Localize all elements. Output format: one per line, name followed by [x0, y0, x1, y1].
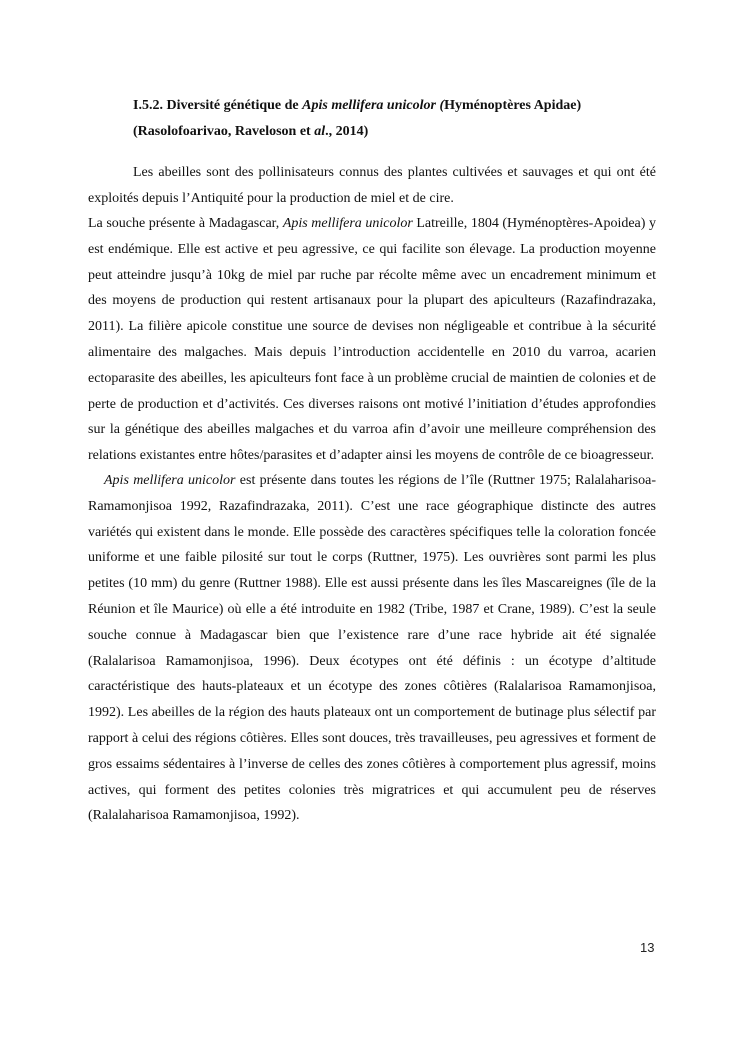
- paragraph-madagascar-strain: [88, 211, 656, 469]
- p3-species: Apis mellifera unicolor: [104, 473, 236, 488]
- p2-text-a: La souche présente à Madagascar,: [88, 216, 283, 231]
- section-number: I.5.2.: [133, 98, 163, 113]
- section-citation-part2: ., 2014): [325, 124, 369, 139]
- section-citation-al: al: [314, 124, 326, 139]
- p2-text-b: Latreille, 1804 (Hyménoptères-Apoidea) y est endémique. Elle est active et peu agressive, ce qui facilite son élevage. La production moyenne peut atteindre jusqu’à 10kg de miel par ruche par récolte même avec un encadrement minimum et des moyens de production qui restent artisanaux pour la plupart des apiculteurs (Razafindrazaka, 2011). La filière apicole constitue une source de devises non négligeable et contribue à la sécurité alimentaire des malgaches. Mais depuis l’introduction accidentelle en 2010 du varroa, acarien ectoparasite des abeilles, les apiculteurs font face à un problème crucial de maintien de colonies et de perte de production et d’activités. Ces diverses raisons ont motivé l’initiation d’études approfondies sur la génétique des abeilles malgaches et du varroa afin d’avoir une meilleure compréhension des relations existantes entre hôtes/parasites et d’adapter ainsi les moyens de contrôle de ce bioagresseur.: [88, 216, 656, 464]
- section-citation-part1: (Rasolofoarivao, Raveloson et: [133, 124, 315, 139]
- page-number: 13: [640, 940, 655, 955]
- section-title-part3: Hyménoptères Apidae): [444, 98, 582, 113]
- paragraph-distribution: [88, 468, 656, 829]
- p3-text-a: est présente dans toutes les régions de l’île (Ruttner 1975; Ralalaharisoa-Ramamonjisoa 1992, Razafindrazaka, 2011). C’est une race géographique distincte des autres variétés qui existent dans le monde. Elle possède des caractères spécifiques telle la coloration foncée uniforme et une faible pilosité sur tout le corps (Ruttner, 1975). Les ouvrières sont parmi les plus petites (10 mm) du genre (Ruttner 1988). Elle est aussi présente dans les îles Mascareignes (île de la Réunion et île Maurice) où elle a été introduite en 1982 (Tribe, 1987 et Crane, 1989). C’est la seule souche connue à Madagascar bien que l’existence rare d’une race hybride ait été signalée (Ralalarisoa Ramamonjisoa, 1996). Deux écotypes ont été définis : un écotype d’altitude caractéristique des hauts-plateaux et un écotype des zones côtières (Ralalarisoa Ramamonjisoa, 1992). Les abeilles de la région des hauts plateaux ont un comportement de butinage plus sélectif par rapport à celui des régions côtières. Elles sont douces, très travailleuses, peu agressives et forment de gros essaims sédentaires à l’inverse de celles des zones côtières à comportement plus agressif, moins actives, qui forment des petites colonies très migratrices et qui accumulent peu de réserves (Ralalaharisoa Ramamonjisoa, 1992).: [88, 473, 656, 824]
- section-heading: [133, 93, 693, 145]
- p2-species: Apis mellifera unicolor: [282, 216, 413, 231]
- section-title-species: Apis mellifera unicolor: [302, 98, 436, 113]
- paragraph-intro: Les abeilles sont des pollinisateurs connus des plantes cultivées et sauvages et qui ont été exploités depuis l’Antiquité pour la production de miel et de cire.: [88, 165, 656, 206]
- section-title-part1: Diversité génétique de: [162, 98, 303, 113]
- section-title-part2: (: [435, 98, 445, 113]
